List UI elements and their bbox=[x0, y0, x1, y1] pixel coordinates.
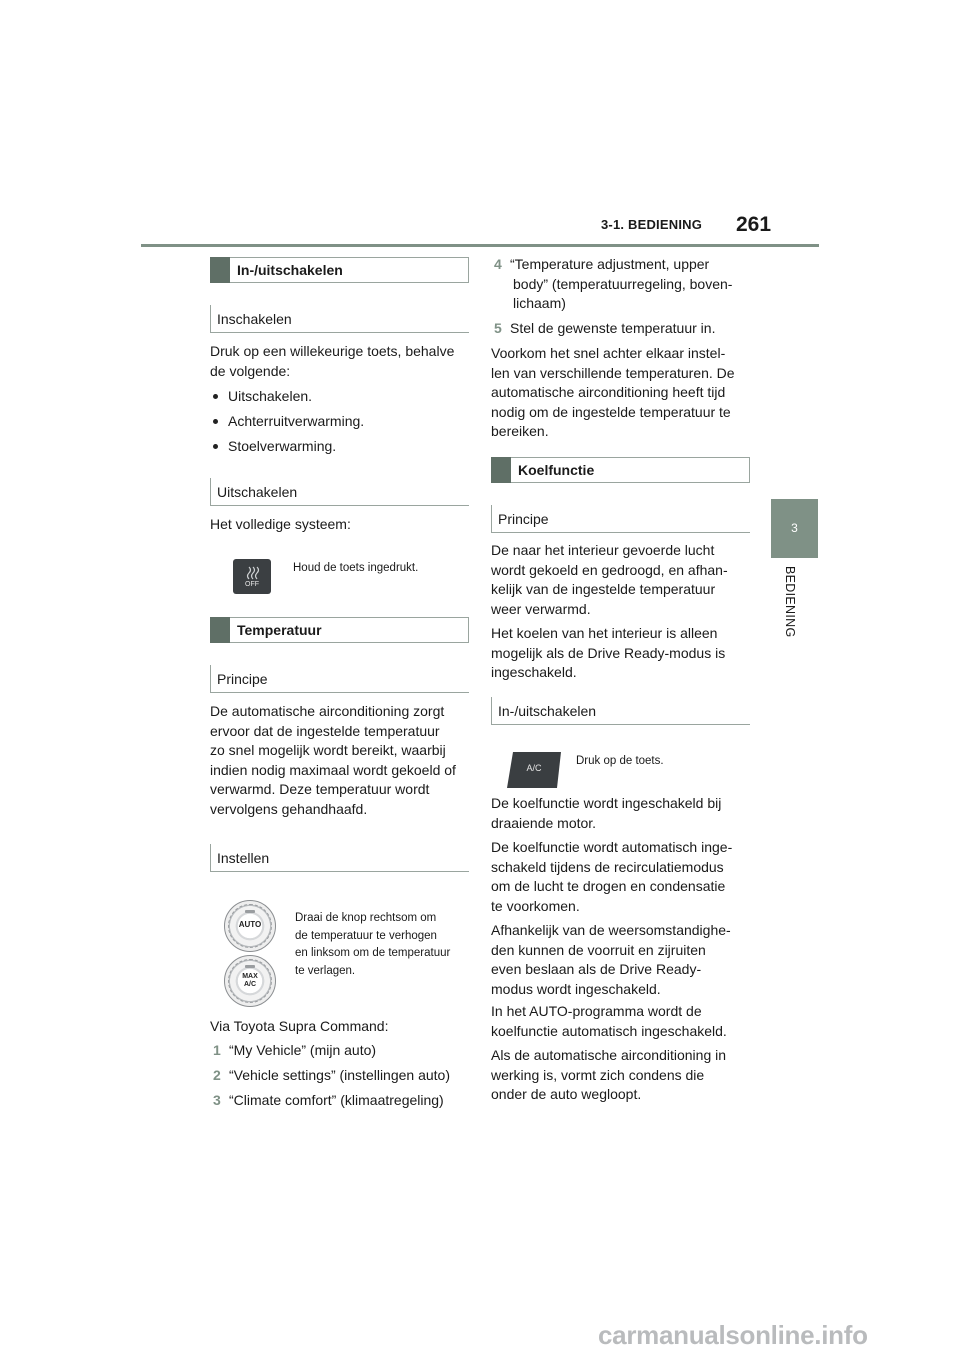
section-temperatuur bbox=[210, 617, 469, 643]
section-in-uitschakelen bbox=[210, 257, 469, 283]
chapter-tab: 3 bbox=[771, 499, 818, 558]
max-ac-knob-illustration bbox=[224, 955, 276, 1007]
step-item: 2 “Vehicle settings” (instellingen auto) bbox=[213, 1067, 451, 1083]
off-button-illustration bbox=[233, 559, 271, 594]
ac-label: A/C bbox=[526, 763, 542, 773]
section-marker bbox=[491, 457, 511, 483]
subsection-principe: Principe bbox=[491, 505, 750, 533]
header-rule bbox=[141, 244, 819, 247]
subsection-principe: Principe bbox=[210, 665, 469, 693]
subsection-uitschakelen: Uitschakelen bbox=[210, 478, 469, 506]
paragraph: De koelfunctie wordt ingeschakeld bij draaiende motor. bbox=[491, 795, 722, 831]
paragraph: Het koelen van het interieur is alleen mogelijk als de Drive Ready-modus is ingeschakeld. bbox=[491, 625, 726, 680]
ac-button-illustration bbox=[507, 752, 561, 788]
seat-fan-icon bbox=[233, 559, 271, 594]
section-marker bbox=[210, 617, 230, 643]
off-label: OFF bbox=[245, 581, 259, 588]
caption: Houd de toets ingedrukt. bbox=[293, 562, 419, 574]
subsection-instellen: Instellen bbox=[210, 844, 469, 872]
subsection-in-uitschakelen: In-/uitschakelen bbox=[491, 697, 750, 725]
paragraph: Druk op een willekeurige toets, behalve de volgende: bbox=[210, 343, 455, 379]
caption: Draai de knop rechtsom om de temperatuur te verhogen en linksom om de temperatuur te verlagen. bbox=[295, 912, 451, 977]
bullet-item: Achterruitverwarming. bbox=[213, 412, 364, 432]
caption: Druk op de toets. bbox=[576, 755, 664, 767]
auto-knob-illustration bbox=[224, 900, 276, 952]
auto-label: AUTO bbox=[238, 920, 262, 929]
paragraph: Afhankelijk van de weersomstandighe- den kunnen de voorruit en zijruiten even beslaan als de Drive Ready- modus wordt ingeschakeld. bbox=[491, 922, 731, 997]
step-item: 5 Stel de gewenste temperatuur in. bbox=[494, 320, 716, 336]
step-item: 3 “Climate comfort” (klimaatregeling) bbox=[213, 1092, 444, 1108]
page-number: 261 bbox=[736, 213, 772, 236]
subsection-inschakelen: Inschakelen bbox=[210, 305, 469, 333]
section-koelfunctie bbox=[491, 457, 750, 483]
bullet-item: Uitschakelen. bbox=[213, 387, 312, 407]
section-title: In-/uitschakelen bbox=[237, 262, 343, 278]
paragraph: De koelfunctie wordt automatisch inge- schakeld tijdens de recirculatiemodus om de lucht te drogen en condensatie te voorkomen. bbox=[491, 839, 733, 914]
step-item: 1 “My Vehicle” (mijn auto) bbox=[213, 1042, 377, 1058]
paragraph: Via Toyota Supra Command: bbox=[210, 1018, 389, 1034]
paragraph: Voorkom het snel achter elkaar instel- len van verschillende temperaturen. De automatische airconditioning heeft tijd nodig om de ingestelde temperatuur te bereiken. bbox=[491, 345, 735, 439]
section-marker bbox=[210, 257, 230, 283]
section-title: Koelfunctie bbox=[518, 462, 595, 478]
step-item: 4 “Temperature adjustment, upper body” (temperatuurregeling, boven- lichaam) bbox=[494, 256, 733, 311]
paragraph: De automatische airconditioning zorgt ervoor dat de ingestelde temperatuur zo snel mogelijk wordt bereikt, waarbij indien nodig maximaal wordt gekoeld of verwarmd. Deze temperatuur wordt vervolgens gehandhaafd. bbox=[210, 703, 456, 817]
paragraph: In het AUTO-programma wordt de koelfunctie automatisch ingeschakeld. bbox=[491, 1003, 727, 1039]
section-header: 3-1. BEDIENING bbox=[601, 217, 703, 232]
max-label: MAX bbox=[242, 973, 258, 980]
paragraph: De naar het interieur gevoerde lucht wordt gekoeld en gedroogd, en afhan- kelijk van de ingestelde temperatuur weer verwarmd. bbox=[491, 542, 728, 617]
paragraph: Het volledige systeem: bbox=[210, 516, 351, 532]
watermark: carmanualsonline.info bbox=[598, 1320, 868, 1350]
bullet-item: Stoelverwarming. bbox=[213, 437, 336, 457]
ac-label: A/C bbox=[243, 981, 257, 988]
paragraph: Als de automatische airconditioning in werking is, vormt zich condens die onder de auto wegloopt. bbox=[491, 1047, 727, 1102]
chapter-label: BEDIENING bbox=[783, 566, 797, 638]
section-title: Temperatuur bbox=[237, 622, 322, 638]
